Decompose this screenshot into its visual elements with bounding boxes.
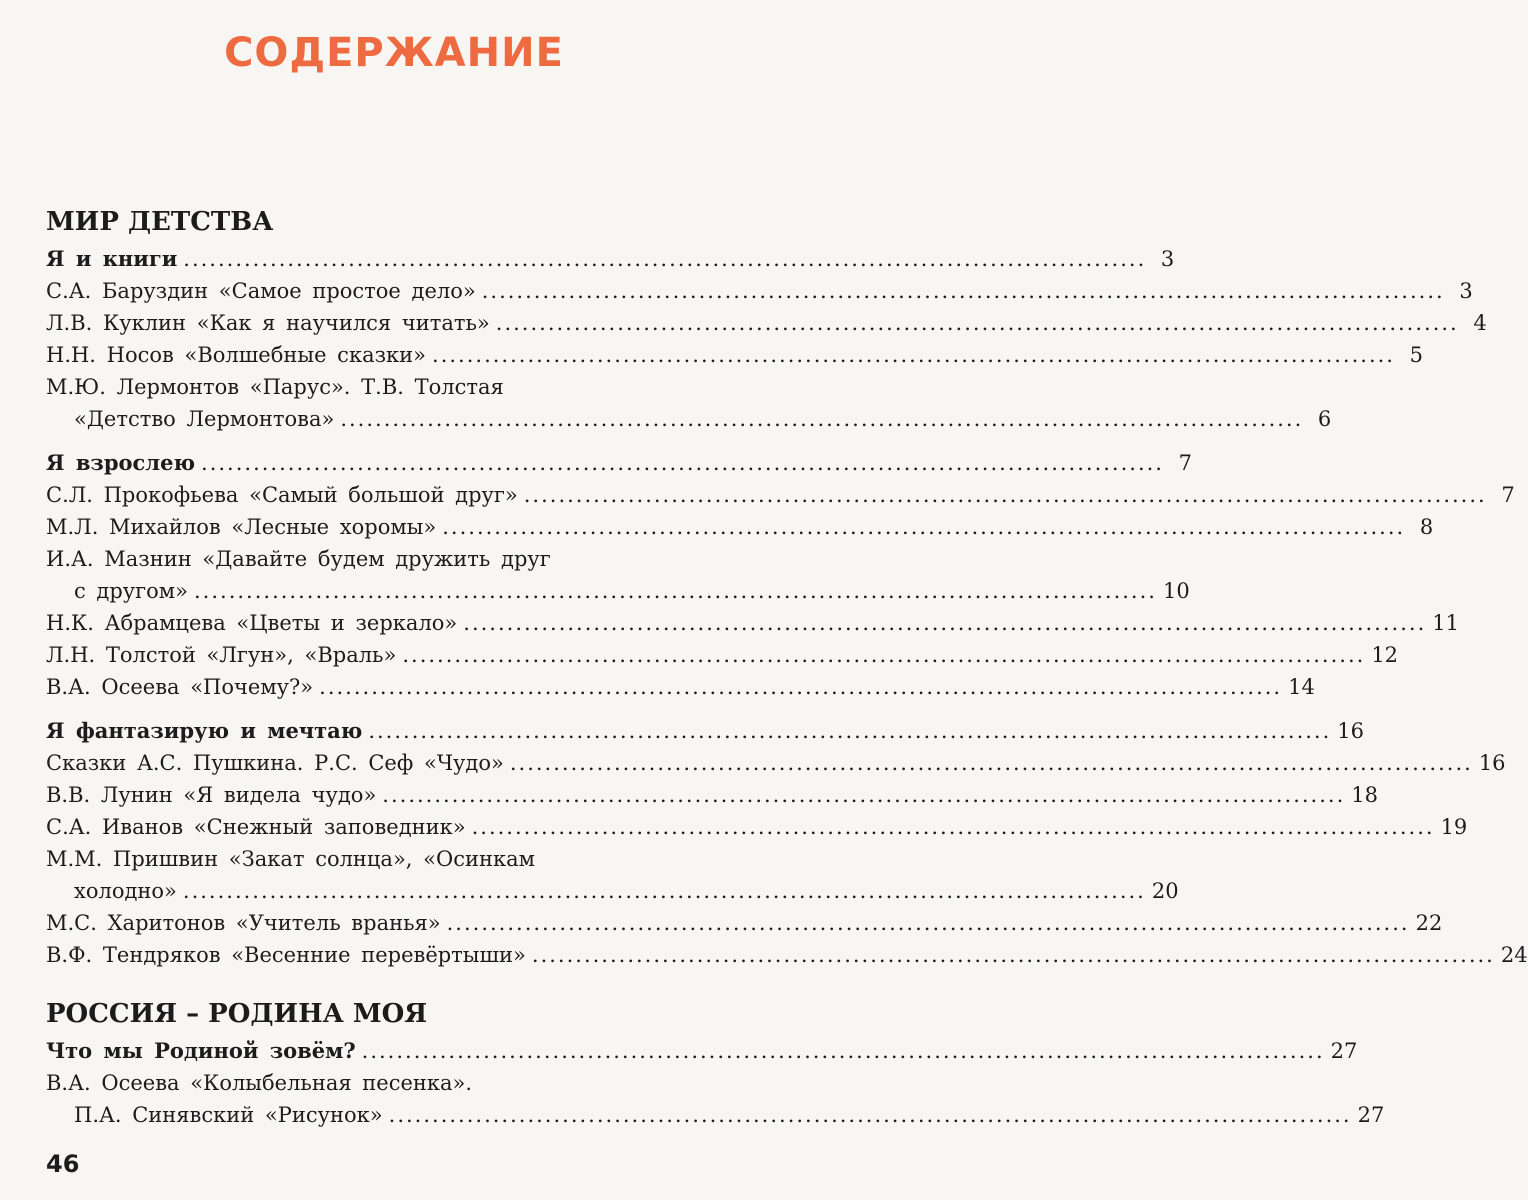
toc-entry-text: с другом» (74, 579, 188, 603)
toc-entry-text: Л.В. Куклин «Как я научился читать» (46, 311, 490, 335)
toc-entry-page: 7 (1501, 483, 1515, 507)
dot-leader: ............................................................................................................... (388, 1103, 1352, 1127)
toc-entry (46, 843, 758, 875)
section-heading-text: Я фантазирую и мечтаю (46, 718, 363, 743)
toc-entry-text: И.А. Мазнин «Давайте будем дружить друг (46, 547, 551, 571)
toc-entry-text: Сказки А.С. Пушкина. Р.С. Сеф «Чудо» (46, 751, 504, 775)
section-heading (46, 243, 1175, 275)
toc-entry-page: 5 (1409, 343, 1423, 367)
toc-entry (46, 1099, 1385, 1131)
dot-leader: ............................................................................................................... (340, 407, 1304, 431)
table-of-contents (46, 203, 1528, 1131)
dot-leader: ............................................................................................................... (446, 911, 1410, 935)
section-heading-page: 16 (1337, 719, 1365, 743)
page-title: СОДЕРЖАНИЕ (224, 30, 564, 76)
toc-entry (46, 307, 1487, 339)
dot-leader: ............................................................................................................... (402, 643, 1366, 667)
dot-leader: ............................................................................................................... (523, 483, 1487, 507)
toc-entry (46, 371, 758, 403)
toc-entry-text: холодно» (74, 879, 177, 903)
toc-entry-page: 14 (1288, 675, 1315, 699)
dot-leader: ............................................................................................................... (319, 675, 1283, 699)
section-heading (46, 1035, 1358, 1067)
part-title: МИР ДЕТСТВА (46, 207, 274, 237)
dot-leader: ............................................................................................................... (432, 343, 1395, 367)
toc-entry (46, 575, 1190, 607)
dot-leader: ............................................................................................................... (481, 279, 1445, 303)
dot-leader: ............................................................................................................... (495, 311, 1459, 335)
toc-entry-text: В.Ф. Тендряков «Весенние перевёртыши» (46, 943, 526, 967)
toc-entry-text: Н.К. Абрамцева «Цветы и зеркало» (46, 611, 458, 635)
toc-entry-page: 11 (1432, 611, 1459, 635)
toc-entry-page: 27 (1357, 1103, 1385, 1127)
toc-entry (46, 275, 1473, 307)
toc-entry-page: 16 (1478, 751, 1506, 775)
section-heading-text: Я взрослею (46, 450, 196, 475)
toc-entry-page: 8 (1419, 515, 1434, 539)
toc-entry-page: 10 (1162, 579, 1190, 603)
toc-entry-page: 18 (1351, 783, 1378, 807)
section-heading-page: 3 (1160, 247, 1175, 271)
toc-entry (46, 939, 1528, 971)
section-heading (46, 447, 1192, 479)
dot-leader: ............................................................................................................... (194, 579, 1157, 603)
toc-entry-text: М.Ю. Лермонтов «Парус». Т.В. Толстая (46, 375, 504, 399)
page-number: 46 (46, 1150, 80, 1178)
toc-entry-page: 20 (1151, 879, 1179, 903)
dot-leader: ............................................................................................................... (531, 943, 1495, 967)
toc-entry-text: Н.Н. Носов «Волшебные сказки» (46, 343, 427, 367)
toc-entry-text: Л.Н. Толстой «Лгун», «Враль» (46, 643, 397, 667)
toc-entry (46, 607, 1459, 639)
toc-entry (46, 639, 1399, 671)
toc-entry-text: М.С. Харитонов «Учитель вранья» (46, 911, 441, 935)
toc-entry-text: В.А. Осеева «Почему?» (46, 675, 314, 699)
toc-entry-text: В.А. Осеева «Колыбельная песенка». (46, 1071, 473, 1095)
dot-leader: ............................................................................................................... (361, 1039, 1325, 1063)
toc-entry-page: 4 (1473, 311, 1487, 335)
section-spacer (46, 703, 758, 715)
dot-leader: ............................................................................................................... (509, 751, 1473, 775)
dot-leader: ............................................................................................................... (382, 783, 1346, 807)
section-heading-text: Что мы Родиной зовём? (46, 1038, 356, 1063)
toc-entry (46, 875, 1179, 907)
toc-entry-page: 6 (1317, 407, 1332, 431)
toc-entry-text: П.А. Синявский «Рисунок» (74, 1103, 383, 1127)
toc-entry (46, 511, 1434, 543)
section-heading-page: 7 (1178, 451, 1192, 475)
part-spacer (46, 971, 758, 995)
toc-entry (46, 747, 1506, 779)
toc-entry-text: «Детство Лермонтова» (74, 407, 335, 431)
dot-leader: ............................................................................................................... (201, 451, 1164, 475)
toc-entry (46, 403, 1332, 435)
section-heading-page: 27 (1330, 1039, 1358, 1063)
toc-entry-page: 3 (1459, 279, 1473, 303)
toc-entry (46, 339, 1423, 371)
dot-leader: ............................................................................................................... (442, 515, 1406, 539)
toc-entry-text: В.В. Лунин «Я видела чудо» (46, 783, 377, 807)
section-heading-text: Я и книги (46, 246, 178, 271)
toc-entry-text: М.М. Пришвин «Закат солнца», «Осинкам (46, 847, 535, 871)
toc-entry-text: С.А. Баруздин «Самое простое дело» (46, 279, 476, 303)
section-heading (46, 715, 1365, 747)
dot-leader: ............................................................................................................... (463, 611, 1427, 635)
toc-entry-text: М.Л. Михайлов «Лесные хоромы» (46, 515, 437, 539)
dot-leader: ............................................................................................................... (182, 879, 1146, 903)
toc-entry (46, 479, 1515, 511)
toc-entry (46, 811, 1468, 843)
toc-entry-text: С.А. Иванов «Снежный заповедник» (46, 815, 466, 839)
toc-entry (46, 543, 758, 575)
toc-entry (46, 779, 1378, 811)
toc-entry-page: 12 (1371, 643, 1399, 667)
toc-entry (46, 1067, 758, 1099)
toc-entry-page: 24 (1500, 943, 1528, 967)
toc-entry (46, 671, 1315, 703)
toc-entry (46, 907, 1443, 939)
part-title: РОССИЯ – РОДИНА МОЯ (46, 999, 428, 1029)
dot-leader: ............................................................................................................... (368, 719, 1332, 743)
dot-leader: ............................................................................................................... (183, 247, 1147, 271)
toc-entry-text: С.Л. Прокофьева «Самый большой друг» (46, 483, 518, 507)
toc-entry-page: 19 (1440, 815, 1468, 839)
section-spacer (46, 435, 758, 447)
toc-entry-page: 22 (1415, 911, 1443, 935)
dot-leader: ............................................................................................................... (471, 815, 1435, 839)
